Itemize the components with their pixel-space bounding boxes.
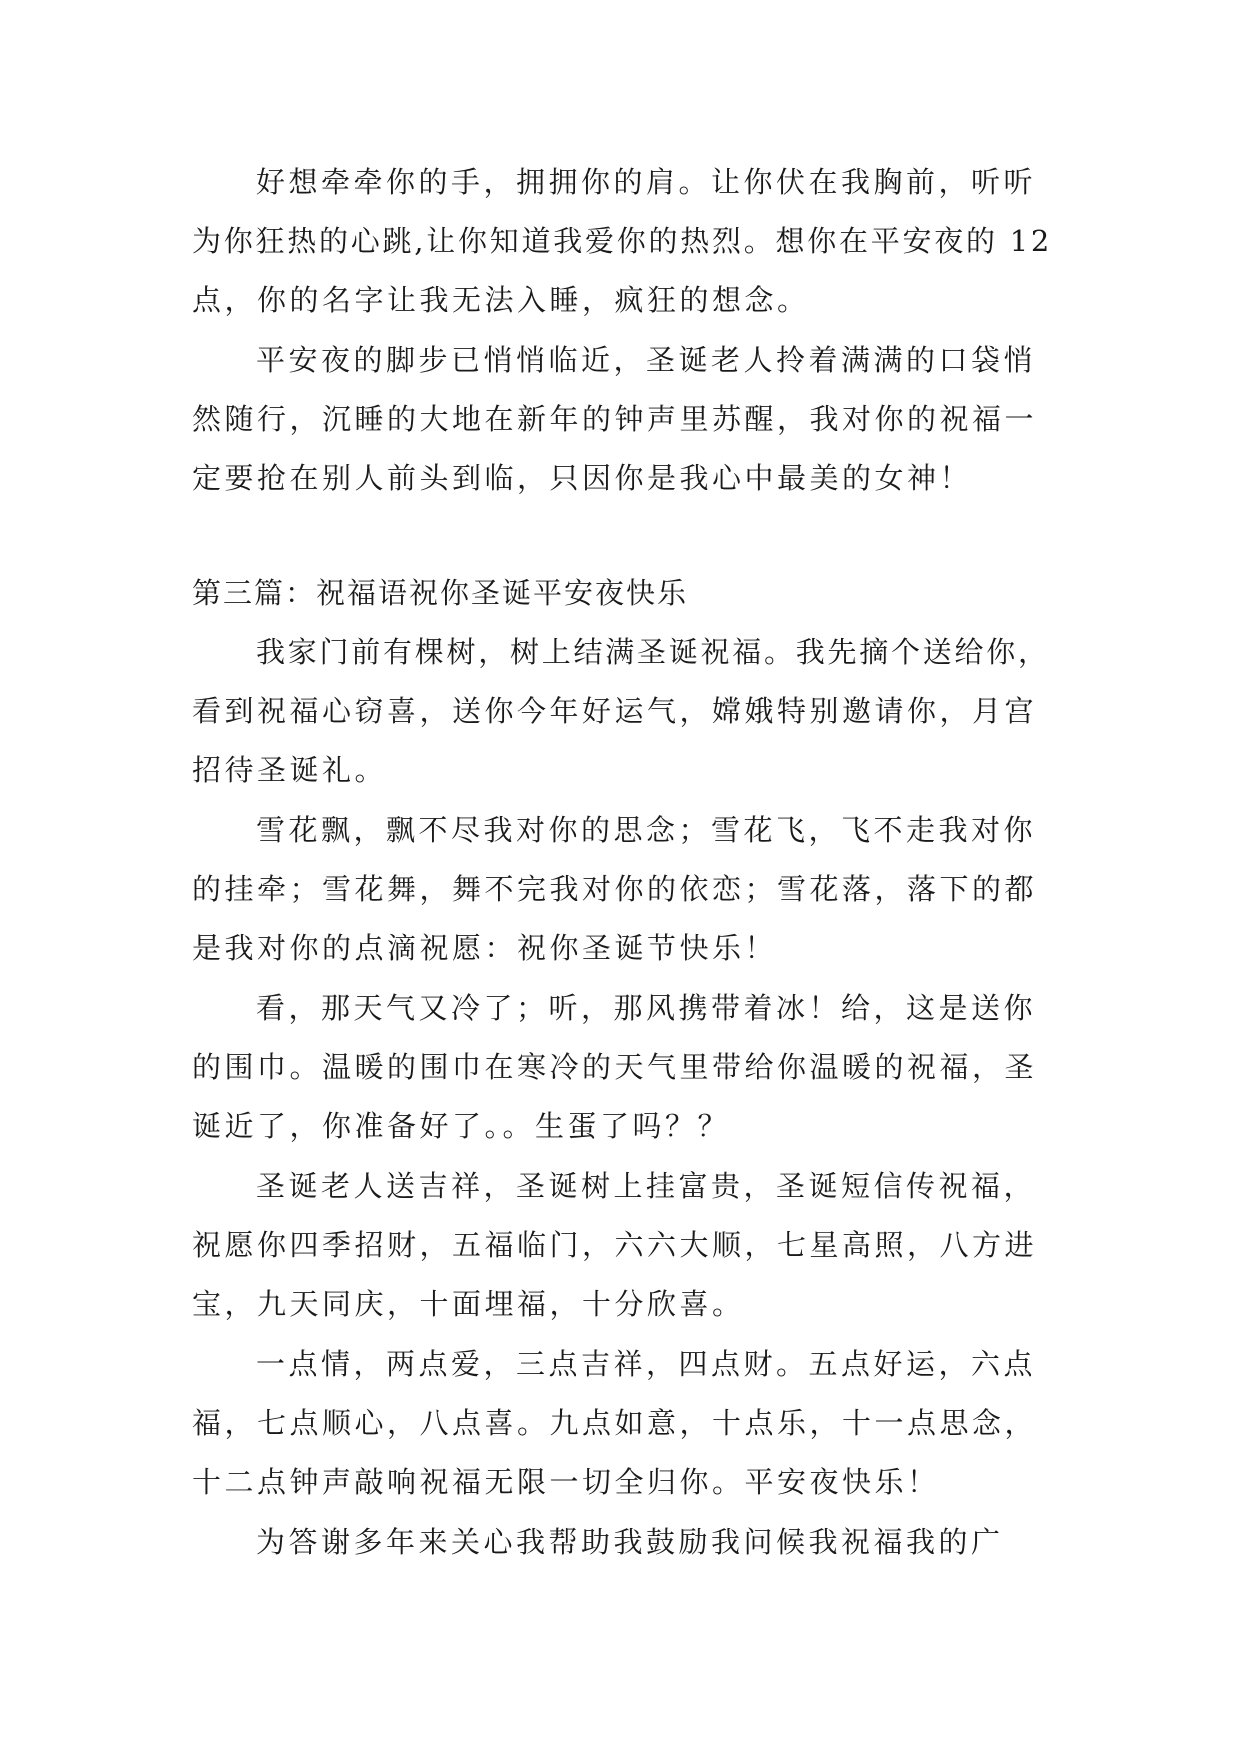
paragraph-5-line-3: 诞近了，你准备好了。。生蛋了吗？？ (192, 1109, 731, 1143)
paragraph-7-line-3: 十二点钟声敲响祝福无限一切全归你。平安夜快乐！ (192, 1465, 940, 1499)
paragraph-6-line-2: 祝愿你四季招财，五福临门，六六大顺，七星高照，八方进 (192, 1228, 1038, 1262)
section-heading: 第三篇：祝福语祝你圣诞平安夜快乐 (192, 576, 689, 610)
paragraph-3-line-1: 我家门前有棵树，树上结满圣诞祝福。我先摘个送给你， (256, 635, 1050, 669)
paragraph-6-line-3: 宝，九天同庆，十面埋福，十分欣喜。 (192, 1287, 745, 1321)
paragraph-2-line-1: 平安夜的脚步已悄悄临近，圣诞老人拎着满满的口袋悄 (256, 343, 1037, 377)
paragraph-6-line-1: 圣诞老人送吉祥，圣诞树上挂富贵，圣诞短信传祝福， (256, 1169, 1037, 1203)
paragraph-4-line-3: 是我对你的点滴祝愿：祝你圣诞节快乐！ (192, 931, 778, 965)
paragraph-8-line-1: 为答谢多年来关心我帮助我鼓励我问候我祝福我的广 (256, 1525, 1004, 1559)
paragraph-4-line-2: 的挂牵；雪花舞，舞不完我对你的依恋；雪花落，落下的都 (192, 872, 1038, 906)
paragraph-3-line-2: 看到祝福心窃喜，送你今年好运气，嫦娥特别邀请你，月宫 (192, 694, 1038, 728)
paragraph-4-line-1: 雪花飘，飘不尽我对你的思念；雪花飞，飞不走我对你 (256, 813, 1037, 847)
paragraph-7-line-1: 一点情，两点爱，三点吉祥，四点财。五点好运，六点 (256, 1347, 1037, 1381)
paragraph-5-line-2: 的围巾。温暖的围巾在寒冷的天气里带给你温暖的祝福，圣 (192, 1050, 1038, 1084)
paragraph-1-line-2: 为你狂热的心跳,让你知道我爱你的热烈。想你在平安夜的 12 (192, 224, 1053, 258)
paragraph-1-line-1: 好想牵牵你的手，拥拥你的肩。让你伏在我胸前，听听 (256, 165, 1037, 199)
paragraph-3-line-3: 招待圣诞礼。 (192, 753, 388, 787)
paragraph-2-line-2: 然随行，沉睡的大地在新年的钟声里苏醒，我对你的祝福一 (192, 402, 1038, 436)
paragraph-2-line-3: 定要抢在别人前头到临，只因你是我心中最美的女神！ (192, 461, 973, 495)
paragraph-1-line-3: 点，你的名字让我无法入睡，疯狂的想念。 (192, 283, 810, 317)
paragraph-7-line-2: 福，七点顺心，八点喜。九点如意，十点乐，十一点思念， (192, 1406, 1038, 1440)
paragraph-5-line-1: 看，那天气又冷了；听，那风携带着冰！给，这是送你 (256, 991, 1037, 1025)
